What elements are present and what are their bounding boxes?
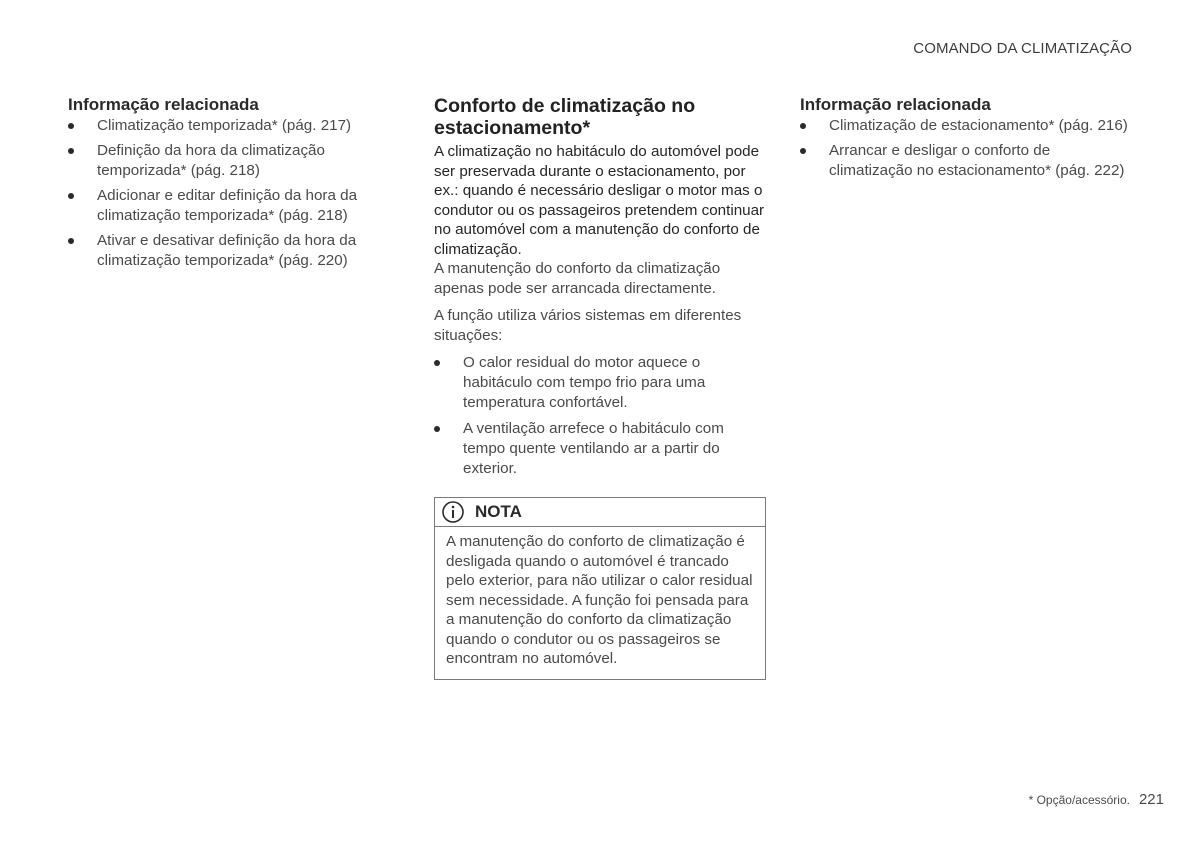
list-item-text: Adicionar e editar definição da hora da climatização temporizada* (pág. 218): [97, 187, 358, 224]
body-paragraph: A manutenção do conforto da climatização apenas pode ser arrancada directamente.: [434, 260, 721, 297]
bullet-icon: [68, 193, 74, 199]
related-info-list: [68, 116, 404, 271]
list-item-text: Definição da hora da climatização temporizada* (pág. 218): [97, 142, 325, 179]
list-item-text: Ativar e desativar definição da hora da climatização temporizada* (pág. 220): [97, 232, 357, 269]
article-title: Conforto de climatização no estacionamento*: [434, 95, 696, 139]
related-info-list: [800, 116, 1136, 181]
situations-list: [434, 353, 768, 479]
bullet-icon: [800, 123, 806, 129]
list-item[interactable]: [68, 231, 404, 271]
bullet-icon: [68, 123, 74, 129]
body-paragraph: A função utiliza vários sistemas em diferentes situações:: [434, 307, 742, 344]
list-item[interactable]: [68, 116, 404, 136]
list-item-text: Arrancar e desligar o conforto de climatização no estacionamento* (pág. 222): [829, 142, 1125, 179]
bullet-icon: [434, 360, 440, 366]
note-header: [435, 498, 765, 527]
list-item-text: Climatização de estacionamento* (pág. 216): [829, 117, 1128, 134]
note-text: A manutenção do conforto de climatização é desligada quando o automóvel é trancado pelo exterior, para não utilizar o calor residual sem necessidade. A função foi pensada para a manutenção do conforto da climatização quando o condutor ou os passageiros se encontram no automóvel.: [446, 533, 753, 667]
bullet-icon: [800, 148, 806, 154]
list-item[interactable]: [68, 141, 404, 181]
left-column: [68, 95, 404, 276]
footnote: * Opção/acessório.: [1028, 793, 1130, 807]
bullet-icon: [68, 148, 74, 154]
list-item-text: Climatização temporizada* (pág. 217): [97, 117, 352, 134]
info-icon: [441, 500, 465, 524]
list-item-text: A ventilação arrefece o habitáculo com tempo quente ventilando ar a partir do exterior.: [463, 420, 724, 477]
intro-paragraph: A climatização no habitáculo do automóvel pode ser preservada durante o estacionamento, por ex.: quando é necessário desligar o motor mas o condutor ou os passageiros pretendem continuar no automóvel com a manutenção do conforto de climatização.: [434, 143, 765, 258]
related-info-heading: Informação relacionada: [800, 95, 991, 114]
right-column: [800, 95, 1136, 186]
middle-column: [434, 95, 768, 680]
list-item: [434, 353, 768, 413]
page-number: 221: [1138, 791, 1164, 808]
list-item[interactable]: [68, 186, 404, 226]
list-item: [434, 419, 768, 479]
section-header: COMANDO DA CLIMATIZAÇÃO: [913, 40, 1132, 57]
bullet-icon: [68, 238, 74, 244]
list-item[interactable]: [800, 116, 1136, 136]
page-footer: [1029, 791, 1164, 808]
note-box: [434, 497, 766, 680]
note-title: NOTA: [475, 502, 522, 521]
related-info-heading: Informação relacionada: [68, 95, 259, 114]
list-item[interactable]: [800, 141, 1136, 181]
list-item-text: O calor residual do motor aquece o habitáculo com tempo frio para uma temperatura confortável.: [463, 354, 706, 411]
bullet-icon: [434, 426, 440, 432]
